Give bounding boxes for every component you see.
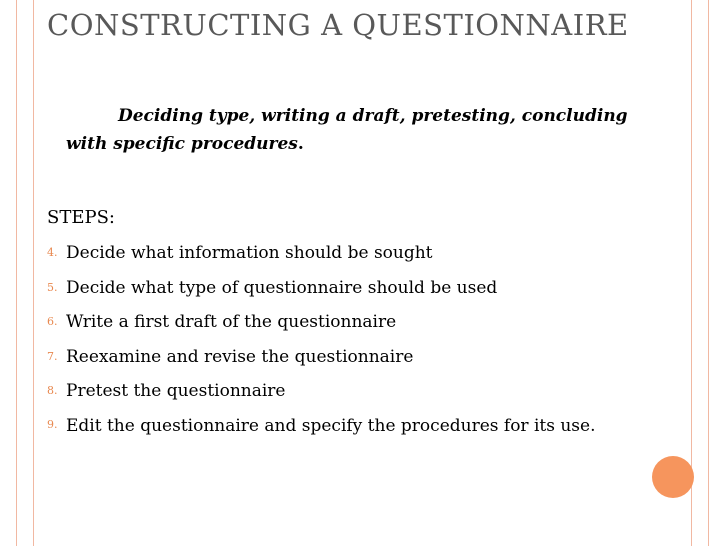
step-item [47, 236, 647, 271]
steps-list [47, 236, 647, 442]
step-text: Pretest the questionnaire [66, 381, 286, 401]
step-item [47, 409, 647, 442]
step-number: 8. [47, 384, 58, 397]
step-number: 5. [47, 280, 58, 294]
step-item [47, 374, 647, 409]
step-text: Edit the questionnaire and specify the procedures for its use. [66, 415, 596, 436]
subtitle-period: . [297, 134, 304, 154]
step-number: 6. [47, 315, 58, 328]
step-text: Decide what type of questionnaire should be used [66, 277, 498, 298]
left-border-decoration [16, 0, 34, 546]
step-number: 9. [47, 417, 58, 431]
step-text: Reexamine and revise the questionnaire [66, 346, 414, 367]
slide-subtitle [66, 102, 646, 158]
step-item [47, 340, 647, 375]
right-border-decoration [691, 0, 709, 546]
step-item [47, 271, 647, 306]
decorative-orange-circle [652, 456, 694, 498]
step-number: 7. [47, 349, 58, 363]
subtitle-text: Deciding type, writing a draft, pretesting, concluding with specific procedures [66, 106, 628, 154]
step-number: 4. [47, 246, 58, 259]
steps-heading: STEPS: [47, 207, 115, 228]
slide-title: CONSTRUCTING A QUESTIONNAIRE [47, 8, 629, 42]
step-text: Decide what information should be sought [66, 243, 433, 263]
step-text: Write a first draft of the questionnaire [66, 312, 397, 332]
step-item [47, 305, 647, 340]
